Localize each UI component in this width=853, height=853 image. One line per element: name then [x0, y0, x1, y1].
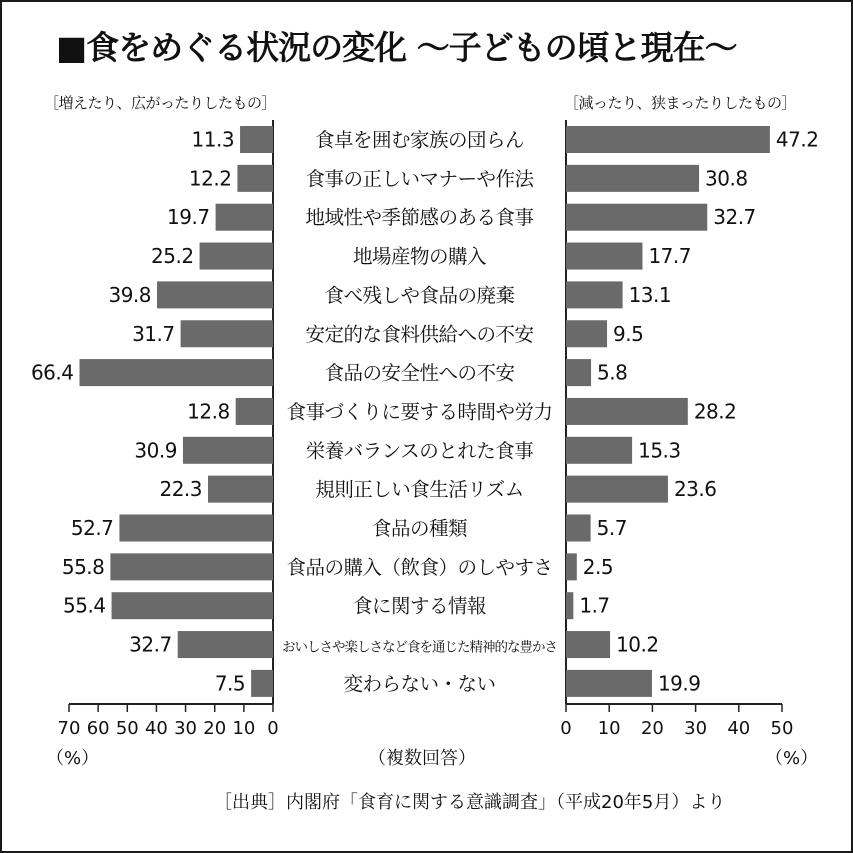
- right-tick-label: 40: [727, 718, 751, 739]
- right-bar: [566, 204, 707, 231]
- left-tick-label: 20: [203, 718, 227, 739]
- category-label: 食品の種類: [371, 517, 468, 540]
- right-bar: [566, 243, 642, 270]
- left-bar: [200, 243, 273, 270]
- left-bar: [183, 437, 273, 464]
- right-bar-value-label: 13.1: [628, 282, 672, 307]
- category-label: 安定的な食料供給への不安: [305, 322, 534, 346]
- left-series-label: ［増えたり、広がったりしたもの］: [44, 94, 277, 112]
- right-bar-value-label: 2.5: [582, 554, 614, 579]
- right-bar-value-label: 47.2: [775, 127, 819, 152]
- left-bar-value-label: 55.8: [61, 554, 105, 579]
- right-bar-value-label: 32.7: [713, 205, 756, 230]
- right-bar-value-label: 23.6: [673, 477, 717, 502]
- left-bar-value-label: 12.8: [187, 399, 230, 424]
- category-label: 変わらない・ない: [343, 672, 496, 696]
- left-bar: [237, 165, 273, 192]
- bar-chart: [2, 2, 851, 851]
- left-bar: [181, 320, 273, 347]
- right-bar-value-label: 5.8: [597, 360, 628, 385]
- right-tick-label: 50: [770, 718, 794, 739]
- left-bar: [251, 670, 273, 697]
- category-label: 地域性や季節感のある食事: [305, 206, 534, 230]
- left-tick-label: 70: [57, 718, 81, 739]
- source-note: ［出典］内閣府「食育に関する意識調査」（平成20年5月）より: [214, 792, 726, 813]
- left-bar-value-label: 30.9: [134, 438, 177, 463]
- left-tick-label: 60: [86, 718, 110, 739]
- chart-title: ■食をめぐる状況の変化 ～子どもの頃と現在～: [56, 28, 737, 67]
- right-tick-label: 20: [640, 718, 664, 739]
- left-bar: [240, 126, 273, 153]
- left-tick-label: 10: [232, 718, 256, 739]
- category-label: 食品の購入（飲食）のしやすさ: [286, 555, 553, 579]
- right-bar-value-label: 28.2: [693, 399, 737, 424]
- category-label: 食品の安全性への不安: [324, 361, 515, 385]
- category-label: 地場産物の購入: [352, 245, 487, 269]
- right-tick-label: 0: [560, 718, 572, 739]
- right-bar-value-label: 10.2: [616, 632, 659, 657]
- right-bar-value-label: 9.5: [613, 321, 644, 346]
- right-bar-value-label: 15.3: [638, 438, 681, 463]
- category-label: 規則正しい食生活リズム: [315, 478, 524, 502]
- left-bar-value-label: 55.4: [63, 593, 106, 618]
- left-bar: [216, 204, 273, 231]
- category-label: 食事づくりに要する時間や労力: [286, 400, 553, 424]
- right-bar: [566, 631, 610, 658]
- right-bar: [566, 592, 573, 619]
- right-bar: [566, 320, 607, 347]
- right-bar: [566, 437, 632, 464]
- left-bar: [178, 631, 273, 658]
- left-bar: [236, 398, 273, 425]
- left-bar: [112, 592, 273, 619]
- right-bar: [566, 670, 652, 697]
- right-bar: [566, 281, 623, 308]
- left-bar-value-label: 19.7: [167, 205, 210, 230]
- right-axis-unit: （%）: [765, 748, 819, 769]
- category-label: 食事の正しいマナーや作法: [305, 167, 534, 191]
- right-bar-value-label: 17.7: [648, 244, 691, 269]
- left-bar-value-label: 12.2: [188, 166, 232, 191]
- left-bar-value-label: 39.8: [108, 282, 152, 307]
- right-bar-value-label: 19.9: [657, 671, 701, 696]
- right-bar: [566, 553, 577, 580]
- category-label: 食卓を囲む家族の団らん: [314, 128, 525, 152]
- right-tick-label: 10: [597, 718, 621, 739]
- left-bar-value-label: 25.2: [151, 244, 194, 269]
- right-bar-value-label: 30.8: [705, 166, 748, 191]
- left-tick-label: 40: [144, 718, 168, 739]
- left-bar-value-label: 7.5: [214, 671, 246, 696]
- right-bar: [566, 359, 591, 386]
- category-label: おいしさや楽しさなど食を通じた精神的な豊かさ: [282, 639, 557, 656]
- right-bar-value-label: 5.7: [596, 516, 627, 540]
- left-bar-value-label: 31.7: [132, 321, 175, 346]
- left-bar-value-label: 11.3: [191, 127, 235, 152]
- left-tick-label: 30: [174, 718, 198, 739]
- right-bar-value-label: 1.7: [579, 593, 610, 618]
- category-label: 栄養バランスのとれた食事: [305, 439, 534, 463]
- category-label: 食に関する情報: [352, 594, 487, 618]
- right-tick-label: 30: [684, 718, 708, 739]
- left-bar: [110, 553, 273, 580]
- right-series-label: ［減ったり、狭まったりしたもの］: [564, 94, 797, 112]
- right-bar: [566, 398, 688, 425]
- left-bar: [208, 476, 273, 503]
- left-bar-value-label: 22.3: [159, 477, 203, 502]
- left-tick-label: 0: [267, 718, 279, 739]
- left-bar: [157, 281, 273, 308]
- multiple-answer-note: （複数回答）: [368, 748, 476, 769]
- left-bar-value-label: 66.4: [30, 360, 74, 385]
- right-bar: [566, 515, 591, 542]
- category-label: 食べ残しや食品の廃棄: [324, 283, 515, 307]
- left-axis-unit: （%）: [46, 748, 100, 769]
- left-bar-value-label: 52.7: [70, 516, 114, 540]
- left-bar-value-label: 32.7: [129, 632, 172, 657]
- right-bar: [566, 165, 699, 192]
- left-bar: [79, 359, 273, 386]
- right-bar: [566, 126, 770, 153]
- left-bar: [119, 515, 273, 542]
- right-bar: [566, 476, 668, 503]
- left-tick-label: 50: [115, 718, 139, 739]
